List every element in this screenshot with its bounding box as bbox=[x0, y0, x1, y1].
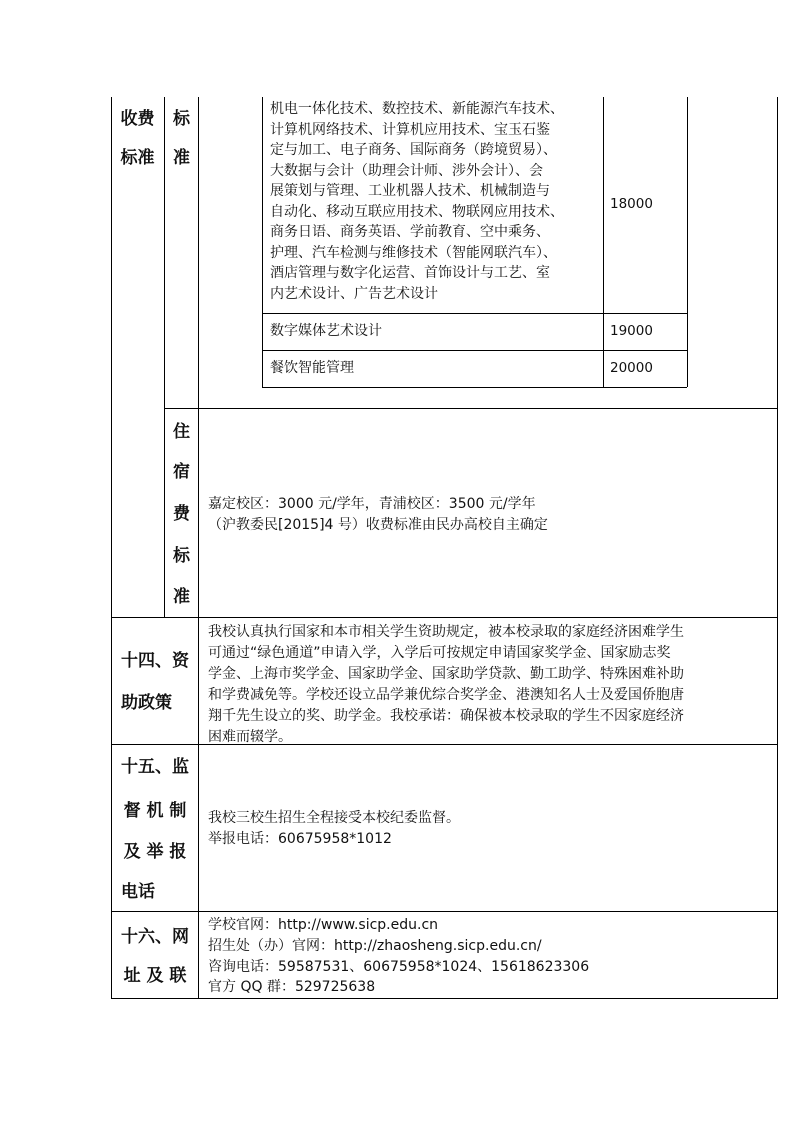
section-15-line: 举报电话：60675958*1012 bbox=[208, 831, 392, 847]
tuition-row-2-fee: 19000 bbox=[610, 323, 653, 339]
fee-label-line-2: 标准 bbox=[120, 148, 155, 168]
tuition-row-1-majors-line: 大数据与会计（助理会计师、涉外会计）、会 bbox=[270, 162, 543, 179]
tuition-row-3-major: 餐饮智能管理 bbox=[270, 360, 354, 376]
tuition-sublabel-char: 准 bbox=[173, 148, 190, 168]
tuition-row-1-majors-line: 酒店管理与数字化运营、首饰设计与工艺、室 bbox=[270, 265, 550, 281]
section-16-line: 咨询电话：59587531、60675958*1024、15618623306 bbox=[208, 959, 590, 975]
accommodation-sublabel-char: 费 bbox=[173, 504, 190, 524]
section-15-label-line: 督 机 制 bbox=[123, 801, 187, 821]
accommodation-line: 嘉定校区：3000 元/学年，青浦校区：3500 元/学年 bbox=[208, 496, 536, 512]
sublabel-divider bbox=[164, 97, 165, 617]
tuition-row-1-majors-line: 展策划与管理、工业机器人技术、机械制造与 bbox=[270, 183, 550, 199]
accommodation-sublabel-char: 标 bbox=[173, 546, 190, 566]
fee-label-line-1: 收费 bbox=[120, 109, 155, 129]
tuition-sublabel-char: 标 bbox=[173, 109, 190, 129]
section-16-label-line: 十六、网 bbox=[121, 927, 189, 947]
section-14-line: 翔千先生设立的奖、助学金。我校承诺：确保被本校录取的学生不因家庭经济 bbox=[208, 708, 684, 724]
tuition-table-right bbox=[687, 97, 688, 387]
table-border-left bbox=[111, 97, 112, 999]
tuition-table-mid bbox=[603, 97, 604, 387]
accommodation-sublabel-char: 准 bbox=[173, 587, 190, 607]
section-14-line: 和学费减免等。学校还设立品学兼优综合奖学金、港澳知名人士及爱国侨胞唐 bbox=[208, 687, 684, 703]
table-border-right bbox=[777, 97, 778, 999]
section-14-line: 学金、上海市奖学金、国家助学金、国家助学贷款、勤工助学、特殊困难补助 bbox=[208, 666, 684, 682]
tuition-row-1-majors-line: 计算机网络技术、计算机应用技术、宝玉石鉴 bbox=[270, 121, 550, 138]
tuition-row-divider-1 bbox=[262, 313, 687, 314]
section-16-line: 招生处（办）官网：http://zhaosheng.sicp.edu.cn/ bbox=[208, 938, 542, 954]
tuition-row-1-fee: 18000 bbox=[610, 196, 653, 212]
section-16-label-line: 址 及 联 bbox=[123, 966, 187, 986]
section-15-line: 我校三校生招生全程接受本校纪委监督。 bbox=[208, 810, 460, 826]
tuition-row-1-majors-line: 商务日语、商务英语、学前教育、空中乘务、 bbox=[270, 224, 550, 240]
accommodation-sublabel-char: 宿 bbox=[173, 462, 190, 482]
label-column-divider bbox=[198, 97, 199, 999]
section-14-line: 困难而辍学。 bbox=[208, 729, 292, 745]
tuition-row-1-majors-line: 定与加工、电子商务、国际商务（跨境贸易）、 bbox=[270, 142, 557, 158]
row-divider-tuition-accommodation bbox=[164, 408, 777, 409]
section-15-label-line: 及 举 报 bbox=[123, 842, 187, 862]
tuition-row-1-majors-line: 机电一体化技术、数控技术、新能源汽车技术、 bbox=[270, 101, 564, 117]
section-15-label-line: 电话 bbox=[121, 882, 155, 902]
tuition-table-left bbox=[262, 97, 263, 387]
tuition-row-1-majors-line: 内艺术设计、广告艺术设计 bbox=[270, 285, 438, 302]
tuition-row-3-fee: 20000 bbox=[610, 360, 653, 376]
table-border-bottom bbox=[111, 998, 777, 999]
section-15-label-line: 十五、监 bbox=[121, 757, 189, 777]
section-16-line: 学校官网：http://www.sicp.edu.cn bbox=[208, 917, 439, 933]
section-14-line: 我校认真执行国家和本市相关学生资助规定，被本校录取的家庭经济困难学生 bbox=[208, 624, 684, 640]
tuition-row-divider-2 bbox=[262, 350, 687, 351]
accommodation-line: （沪教委民[2015]4 号）收费标准由民办高校自主确定 bbox=[208, 517, 548, 533]
tuition-row-2-major: 数字媒体艺术设计 bbox=[270, 323, 382, 339]
section-16-line: 官方 QQ 群：529725638 bbox=[208, 979, 376, 995]
section-14-label-line: 助政策 bbox=[121, 693, 172, 713]
tuition-table-bottom bbox=[262, 387, 687, 388]
tuition-row-1-majors-line: 护理、汽车检测与维修技术（智能网联汽车）、 bbox=[270, 244, 557, 261]
row-divider-section14 bbox=[111, 617, 777, 618]
accommodation-sublabel-char: 住 bbox=[173, 422, 190, 442]
section-14-label-line: 十四、资 bbox=[121, 651, 189, 671]
tuition-row-1-majors-line: 自动化、移动互联应用技术、物联网应用技术、 bbox=[270, 203, 564, 220]
row-divider-section16 bbox=[111, 911, 777, 912]
section-14-line: 可通过“绿色通道”申请入学，入学后可按规定申请国家奖学金、国家励志奖 bbox=[208, 645, 671, 661]
